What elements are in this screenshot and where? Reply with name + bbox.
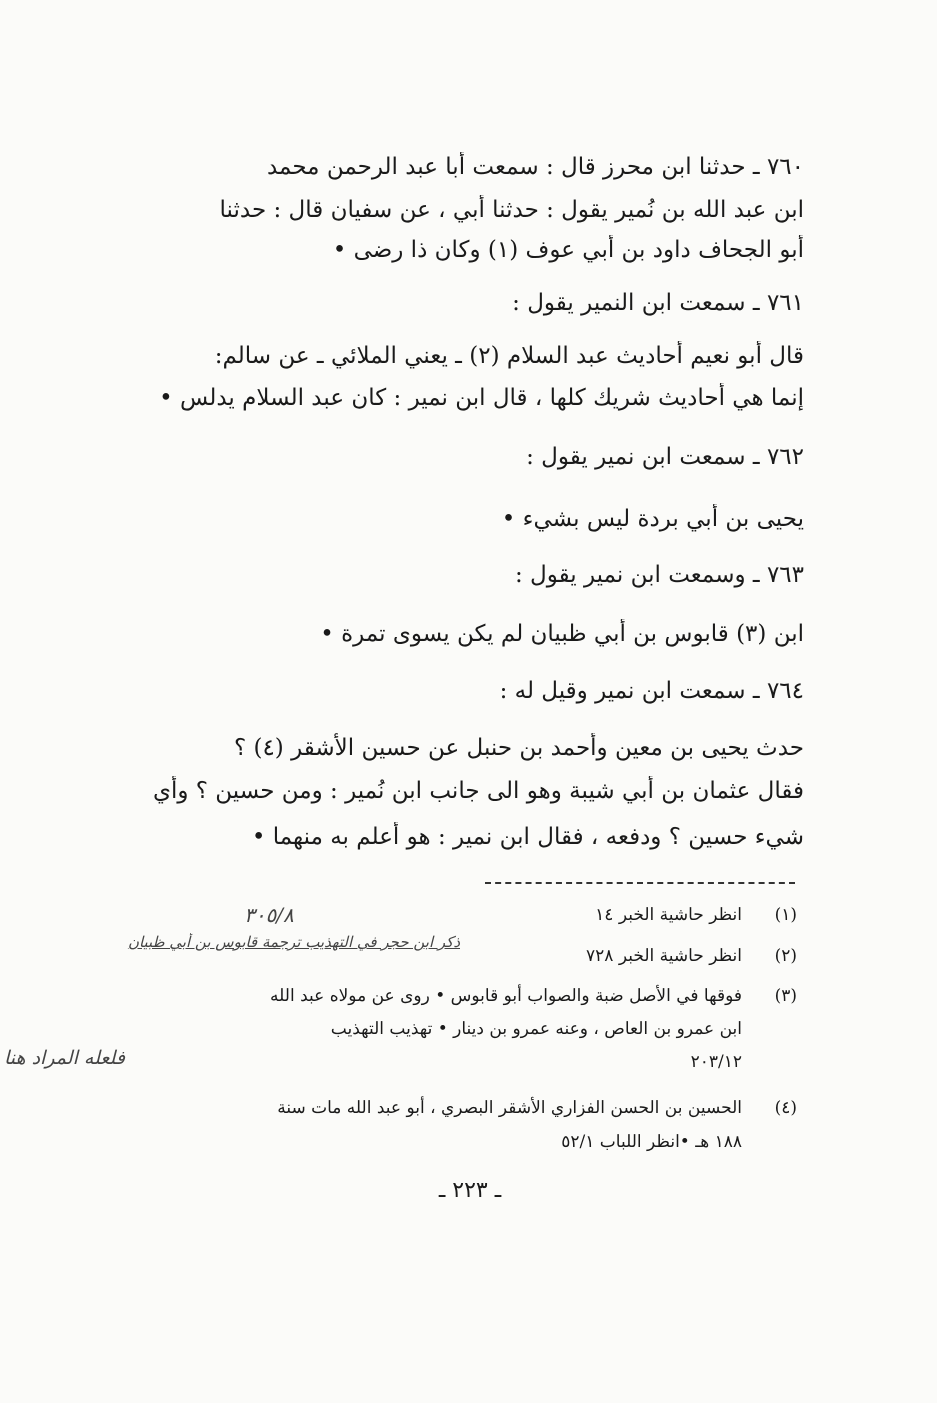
text-line: إنما هي أحاديث شريك كلها ، قال ابن نمير : كان عبد السلام يدلس •	[159, 385, 804, 411]
text-line: ابن عبد الله بن نُمير يقول : حدثنا أبي ، عن سفيان قال : حدثنا	[219, 197, 804, 223]
entry-heading: ٧٦٤ ـ سمعت ابن نمير وقيل له :	[499, 678, 804, 704]
handwritten-margin-note: فلعله المراد هنا	[4, 1047, 125, 1069]
text-line: ابن (٣) قابوس بن أبي ظبيان لم يكن يسوى تمرة •	[320, 621, 804, 647]
entry-heading: ٧٦١ ـ سمعت ابن النمير يقول :	[512, 290, 804, 316]
text-line: حدث يحيى بن معين وأحمد بن حنبل عن حسين الأشقر (٤) ؟	[233, 735, 804, 761]
footnote-text: ١٨٨ هـ •انظر اللباب ٥٢/١	[561, 1132, 742, 1152]
text-line: قال أبو نعيم أحاديث عبد السلام (٢) ـ يعني الملائي ـ عن سالم:	[214, 343, 804, 369]
footnote	[0, 944, 937, 968]
footnote-continuation	[0, 1050, 937, 1074]
handwritten-ref-number: ٣٠٥/٨	[244, 903, 294, 927]
footnote-continuation	[0, 1017, 937, 1041]
footnote-text: ٢٠٣/١٢	[690, 1052, 742, 1072]
entry-heading: ٧٦٣ ـ وسمعت ابن نمير يقول :	[514, 562, 804, 588]
footnote-number: (٢)	[774, 946, 797, 966]
footnote-text: انظر حاشية الخبر ٧٢٨	[586, 946, 742, 966]
footnote-divider	[485, 882, 795, 884]
footnote	[0, 903, 937, 927]
footnote-text: فوقها في الأصل ضبة والصواب أبو قابوس • روى عن مولاه عبد الله	[270, 986, 742, 1006]
text-line: ٧٦٠ ـ حدثنا ابن محرز قال : سمعت أبا عبد الرحمن محمد	[266, 154, 804, 180]
text-line: أبو الجحاف داود بن أبي عوف (١) وكان ذا رضى •	[332, 237, 804, 263]
footnote-text: الحسين بن الحسن الفزاري الأشقر البصري ، أبو عبد الله مات سنة	[277, 1098, 742, 1118]
text-line: شيء حسين ؟ ودفعه ، فقال ابن نمير : هو أعلم به منهما •	[251, 824, 804, 850]
footnote-continuation	[0, 1130, 937, 1154]
entry-heading: ٧٦٢ ـ سمعت ابن نمير يقول :	[526, 444, 804, 470]
handwritten-margin-note: ذكر ابن حجر في التهذيب ترجمة قابوس بن أبي ظبيان	[127, 933, 460, 951]
footnote-number: (٣)	[774, 986, 797, 1006]
footnote-number: (١)	[774, 905, 797, 925]
page-number: ـ ٢٢٣ ـ	[438, 1178, 502, 1203]
footnote-text: ابن عمرو بن العاص ، وعنه عمرو بن دينار • تهذيب التهذيب	[330, 1019, 742, 1039]
text-line: يحيى بن أبي بردة ليس بشيء •	[501, 506, 804, 532]
text-line: فقال عثمان بن أبي شيبة وهو الى جانب ابن نُمير : ومن حسين ؟ وأي	[152, 778, 804, 804]
footnote-text: انظر حاشية الخبر ١٤	[595, 905, 742, 925]
footnote-number: (٤)	[774, 1098, 797, 1118]
footnote	[0, 1096, 937, 1120]
footnote	[0, 984, 937, 1008]
